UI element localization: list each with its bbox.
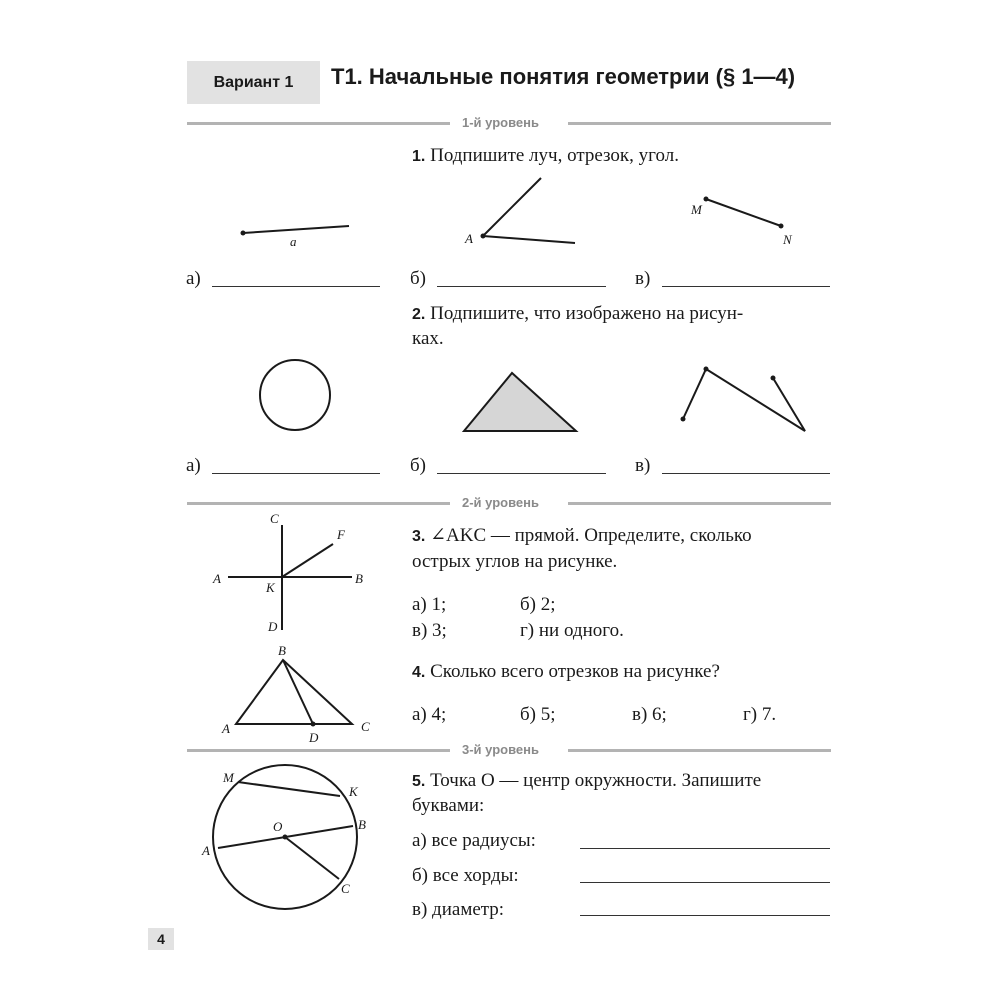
task-5-number: 5. <box>412 773 426 790</box>
task-2-answer-c-label: в) <box>635 455 651 476</box>
level-1-label: 1-й уровень <box>462 115 539 130</box>
task-4-text: Сколько всего отрезков на рисунке? <box>430 661 720 682</box>
task-3-prompt-line-2: острых углов на рисунке. <box>412 551 618 572</box>
task-4-option-b[interactable]: б) 5; <box>520 704 556 725</box>
figure-triangle-abd <box>236 660 352 727</box>
task-5-prompt-line-2: буквами: <box>412 795 485 816</box>
task-5-item-c-label: в) диаметр: <box>412 899 505 920</box>
level-3-label: 3-й уровень <box>462 742 539 757</box>
task-5-item-a-label: а) все радиусы: <box>412 830 536 851</box>
t1-label-a: a <box>290 234 297 249</box>
task-3-option-c[interactable]: в) 3; <box>412 620 447 641</box>
task-3-text-1: ∠AKC — прямой. Определите, сколько <box>430 525 752 546</box>
t5-label-B: B <box>358 817 366 832</box>
task-4-option-c[interactable]: в) 6; <box>632 704 667 725</box>
figure-circle-chords <box>213 765 357 909</box>
t3-label-A: A <box>213 571 221 586</box>
figure-circle <box>260 360 330 430</box>
task-4-number: 4. <box>412 664 426 681</box>
t5-label-O: O <box>273 819 283 834</box>
t5-label-M: M <box>223 770 234 785</box>
level-2-label: 2-й уровень <box>462 495 539 510</box>
task-1-answer-c-label: в) <box>635 268 651 289</box>
t3-label-B: B <box>355 571 363 586</box>
figure-angles-k <box>228 525 352 630</box>
task-3-number: 3. <box>412 528 426 545</box>
task-1-answer-b-label: б) <box>410 268 426 289</box>
task-3-option-a[interactable]: а) 1; <box>412 594 447 615</box>
figure-segment <box>704 197 784 229</box>
task-1-text: Подпишите луч, отрезок, угол. <box>430 145 679 166</box>
t5-label-A: A <box>202 843 210 858</box>
task-2-prompt-line-2: ках. <box>412 328 444 349</box>
task-5-item-b-label: б) все хорды: <box>412 865 519 886</box>
task-3-option-b[interactable]: б) 2; <box>520 594 556 615</box>
task-2-text-1: Подпишите, что изображено на рисун- <box>430 303 744 324</box>
t1-label-A: A <box>465 231 473 246</box>
t5-label-C: C <box>341 881 350 896</box>
page-title: Т1. Начальные понятия геометрии (§ 1—4) <box>331 64 796 89</box>
variant-badge: Вариант 1 <box>187 61 320 104</box>
task-5-text-1: Точка O — центр окружности. Запишите <box>430 770 762 791</box>
t3-label-F: F <box>337 527 345 542</box>
t5-label-K: K <box>349 784 358 799</box>
figure-triangle <box>464 373 576 431</box>
task-2-number: 2. <box>412 306 426 323</box>
t3-label-K: K <box>266 580 275 595</box>
t1-label-M: M <box>691 202 702 217</box>
t4-label-B: B <box>278 643 286 658</box>
task-4-option-d[interactable]: г) 7. <box>743 704 777 725</box>
t3-label-D: D <box>268 619 278 634</box>
figure-polyline <box>681 367 806 432</box>
t4-label-A: A <box>222 721 230 736</box>
task-1-answer-a-label: а) <box>186 268 201 289</box>
task-2-answer-b-label: б) <box>410 455 426 476</box>
task-3-option-d[interactable]: г) ни одного. <box>520 620 624 641</box>
figure-angle <box>481 178 576 243</box>
page-number: 4 <box>148 928 174 950</box>
task-4-option-a[interactable]: а) 4; <box>412 704 447 725</box>
t3-label-C: C <box>270 511 279 526</box>
task-2-answer-a-label: а) <box>186 455 201 476</box>
task-1-number: 1. <box>412 148 426 165</box>
t1-label-N: N <box>783 232 792 247</box>
t4-label-D: D <box>309 730 319 745</box>
t4-label-C: C <box>361 719 370 734</box>
